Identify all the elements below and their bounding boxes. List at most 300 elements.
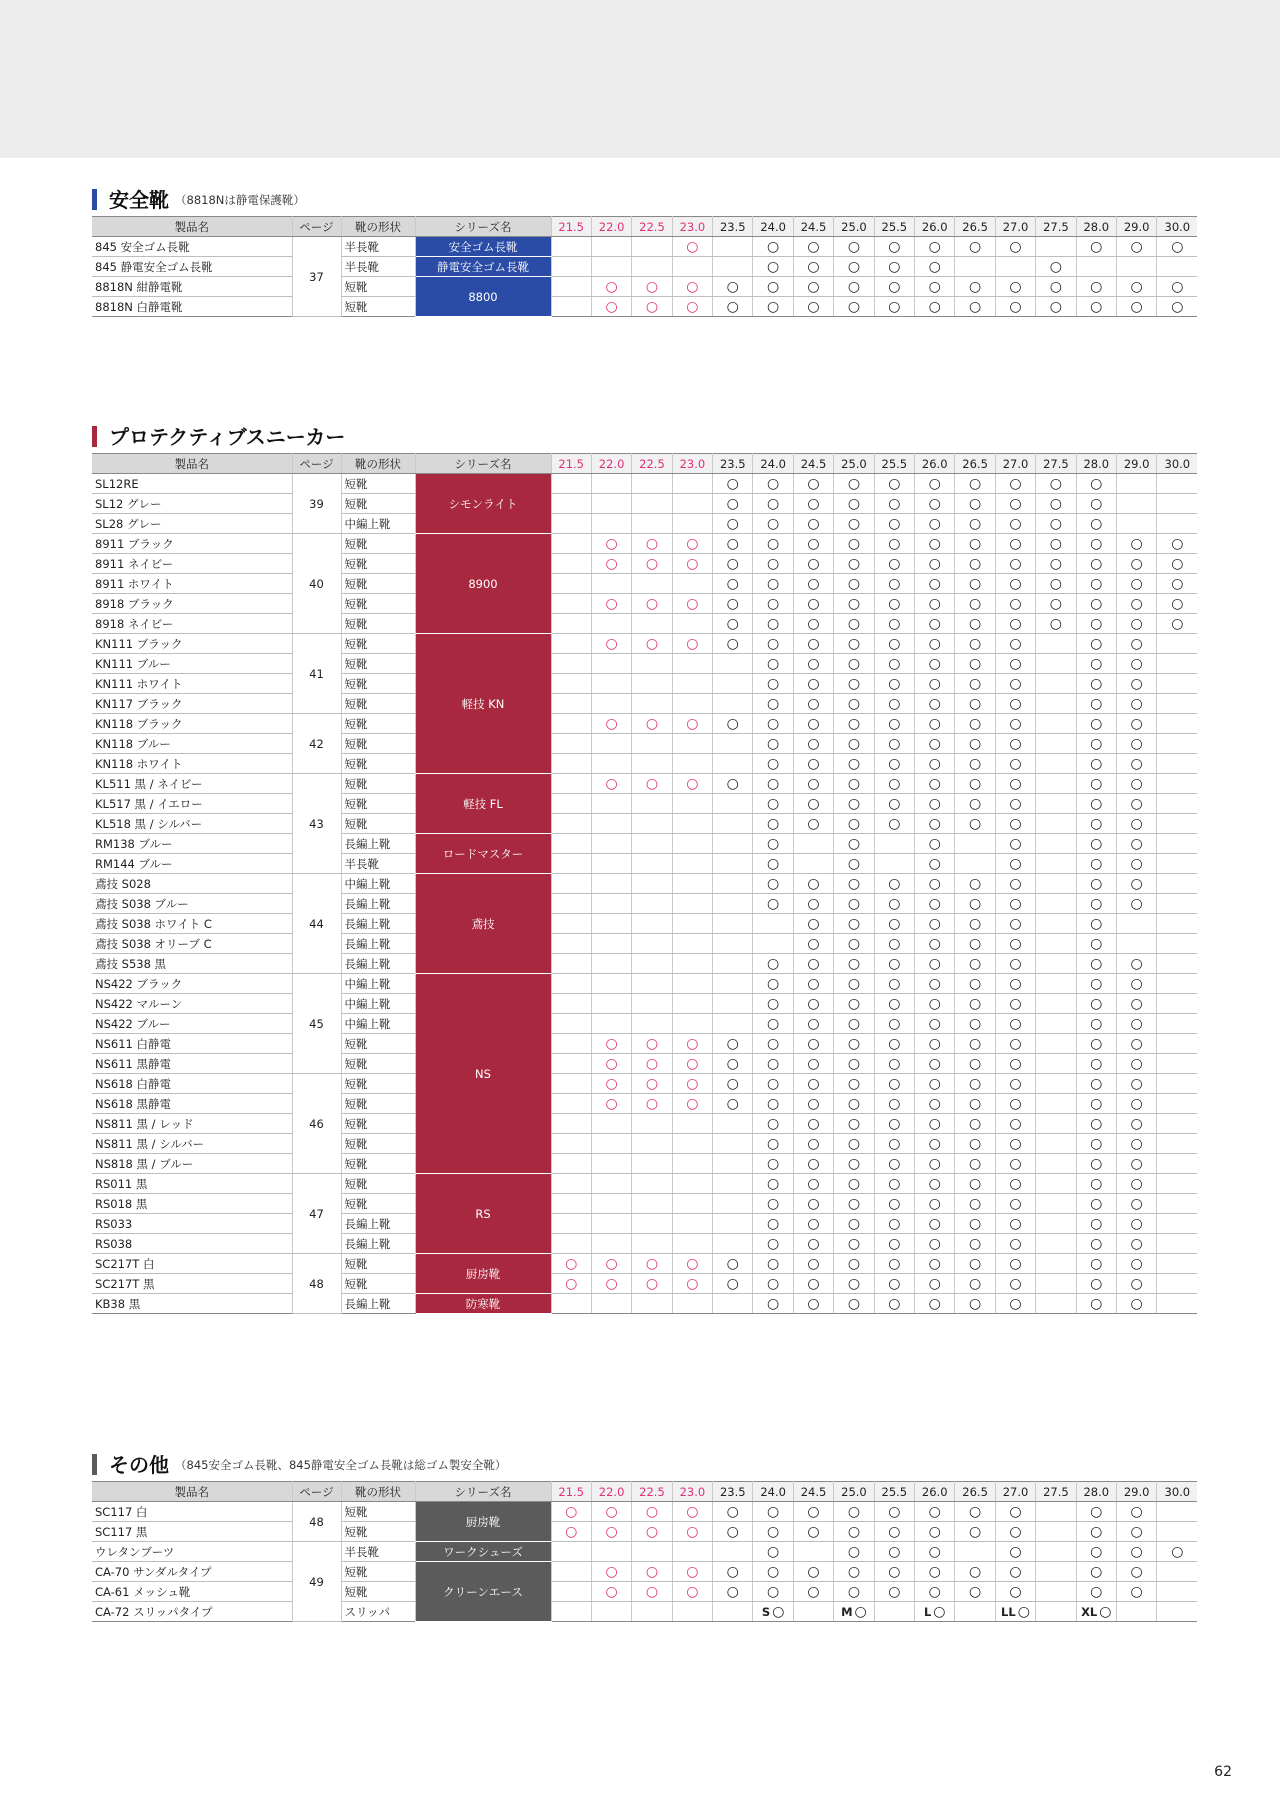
- available-mark: ○: [753, 634, 793, 654]
- available-mark: ○: [753, 814, 793, 834]
- product-name: RM138 ブルー: [92, 834, 292, 854]
- available-mark: ○: [753, 1074, 793, 1094]
- available-mark: ○: [995, 894, 1035, 914]
- shoe-shape: 中編上靴: [341, 514, 415, 534]
- section-note: （8818Nは静電保護靴）: [175, 193, 305, 207]
- available-mark: ○: [793, 494, 833, 514]
- header-size: 23.5: [713, 454, 753, 474]
- available-mark: ○: [874, 1294, 914, 1314]
- header-size: 29.0: [1116, 454, 1156, 474]
- series-name: 8900: [415, 534, 551, 634]
- available-mark: ○: [995, 994, 1035, 1014]
- section-heading: その他: [109, 1453, 169, 1477]
- available-mark: ○: [753, 277, 793, 297]
- available-mark: ○: [632, 1582, 672, 1602]
- size-cell: [1157, 1294, 1197, 1314]
- available-mark: ○: [632, 774, 672, 794]
- table-row: [92, 1094, 1197, 1114]
- section-heading: 安全靴: [109, 188, 169, 212]
- available-mark: ○: [1116, 874, 1156, 894]
- size-cell: [1036, 1094, 1076, 1114]
- size-cell: [551, 297, 591, 317]
- header-size: 27.0: [995, 454, 1035, 474]
- size-cell: [632, 874, 672, 894]
- available-mark: ○: [753, 614, 793, 634]
- available-mark: ○: [1116, 594, 1156, 614]
- available-mark: ○: [753, 1094, 793, 1114]
- shoe-shape: 短靴: [341, 554, 415, 574]
- available-mark: ○: [995, 514, 1035, 534]
- available-mark: ○: [834, 914, 874, 934]
- size-cell: [632, 257, 672, 277]
- header-size: 27.0: [995, 217, 1035, 237]
- available-mark: ○: [955, 1094, 995, 1114]
- table-row: [92, 297, 1197, 317]
- available-mark: ○: [1116, 654, 1156, 674]
- shoe-shape: 短靴: [341, 774, 415, 794]
- available-mark: ○: [995, 534, 1035, 554]
- size-cell: [591, 1542, 631, 1562]
- available-mark: ○: [995, 554, 1035, 574]
- size-cell: [591, 654, 631, 674]
- available-mark: ○: [874, 634, 914, 654]
- size-cell: [1036, 934, 1076, 954]
- available-mark: ○: [834, 1502, 874, 1522]
- available-mark: ○: [1116, 954, 1156, 974]
- available-mark: ○: [591, 1074, 631, 1094]
- product-name: KL511 黒 / ネイビー: [92, 774, 292, 794]
- size-cell: [1036, 1542, 1076, 1562]
- available-mark: ○: [915, 1254, 955, 1274]
- available-mark: ○: [955, 1034, 995, 1054]
- series-name: 8800: [415, 277, 551, 317]
- size-cell: [551, 554, 591, 574]
- available-mark: ○: [915, 714, 955, 734]
- available-mark: ○: [874, 674, 914, 694]
- available-mark: ○: [915, 694, 955, 714]
- available-mark: ○: [955, 654, 995, 674]
- available-mark: ○: [995, 1562, 1035, 1582]
- size-cell: [713, 257, 753, 277]
- available-mark: ○: [753, 714, 793, 734]
- available-mark: ○: [793, 1054, 833, 1074]
- size-cell: [551, 1602, 591, 1622]
- table-row: [92, 1254, 1197, 1274]
- available-mark: ○: [793, 297, 833, 317]
- available-mark: ○: [955, 974, 995, 994]
- size-cell: [632, 834, 672, 854]
- available-mark: ○: [793, 1114, 833, 1134]
- size-cell: [1157, 1174, 1197, 1194]
- size-cell: [1116, 494, 1156, 514]
- size-cell: [632, 894, 672, 914]
- size-cell: [1036, 1234, 1076, 1254]
- available-mark: ○: [1157, 1542, 1197, 1562]
- available-mark: ○: [995, 1522, 1035, 1542]
- available-mark: ○: [874, 914, 914, 934]
- product-name: SC117 黒: [92, 1522, 292, 1542]
- available-mark: ○: [713, 297, 753, 317]
- header-size: 26.5: [955, 454, 995, 474]
- size-cell: [551, 734, 591, 754]
- size-cell: [551, 714, 591, 734]
- header-size: 22.5: [632, 217, 672, 237]
- available-mark: ○: [672, 277, 712, 297]
- size-cell: [1036, 1582, 1076, 1602]
- available-mark: ○: [1036, 534, 1076, 554]
- product-name: KN117 ブラック: [92, 694, 292, 714]
- header-shoe-shape: 靴の形状: [341, 217, 415, 237]
- shoe-shape: 短靴: [341, 1134, 415, 1154]
- table-row: [92, 1522, 1197, 1542]
- available-mark: ○: [793, 1154, 833, 1174]
- size-cell: [955, 854, 995, 874]
- size-cell: [672, 954, 712, 974]
- size-cell: [632, 934, 672, 954]
- available-mark: ○: [591, 634, 631, 654]
- size-cell: [672, 754, 712, 774]
- available-mark: ○: [793, 474, 833, 494]
- available-mark: ○: [874, 954, 914, 974]
- available-mark: ○: [1116, 774, 1156, 794]
- available-mark: ○: [915, 534, 955, 554]
- size-cell: [632, 694, 672, 714]
- available-mark: ○: [793, 694, 833, 714]
- size-cell: [632, 1542, 672, 1562]
- available-mark: ○: [672, 1562, 712, 1582]
- available-mark: ○: [995, 297, 1035, 317]
- section-others: [92, 1451, 1191, 1622]
- table-row: [92, 574, 1197, 594]
- available-mark: ○: [995, 574, 1035, 594]
- size-cell: [753, 934, 793, 954]
- size-cell: [591, 834, 631, 854]
- product-name: KN118 ブラック: [92, 714, 292, 734]
- available-mark: ○: [915, 634, 955, 654]
- page-ref: 43: [292, 774, 341, 874]
- series-name: ロードマスター: [415, 834, 551, 874]
- size-cell: [591, 1014, 631, 1034]
- header-size: 25.5: [874, 217, 914, 237]
- table-header-row: [92, 217, 1197, 237]
- available-mark: ○: [672, 237, 712, 257]
- section-heading: プロテクティブスニーカー: [109, 425, 346, 449]
- available-mark: ○: [915, 754, 955, 774]
- size-cell: [1036, 694, 1076, 714]
- table-row: [92, 1114, 1197, 1134]
- available-mark: ○: [874, 894, 914, 914]
- available-mark: ○: [874, 1154, 914, 1174]
- available-mark: ○: [713, 1254, 753, 1274]
- available-mark: ○: [874, 1174, 914, 1194]
- available-mark: ○: [753, 574, 793, 594]
- size-cell: [591, 874, 631, 894]
- available-mark: ○: [874, 1194, 914, 1214]
- available-mark: ○: [753, 514, 793, 534]
- available-mark: ○: [753, 654, 793, 674]
- available-mark: ○: [793, 1094, 833, 1114]
- available-mark: ○: [834, 1562, 874, 1582]
- header-size: 26.0: [915, 217, 955, 237]
- table-row: [92, 277, 1197, 297]
- size-cell: [1157, 1014, 1197, 1034]
- available-mark: ○: [1116, 974, 1156, 994]
- size-cell: [632, 674, 672, 694]
- size-cell: [632, 1154, 672, 1174]
- product-name: 8918 ネイビー: [92, 614, 292, 634]
- available-mark: ○: [1157, 534, 1197, 554]
- product-name: RM144 ブルー: [92, 854, 292, 874]
- size-cell: [1116, 474, 1156, 494]
- size-cell: [591, 237, 631, 257]
- available-mark: ○: [834, 674, 874, 694]
- table-row: [92, 1502, 1197, 1522]
- shoe-shape: 短靴: [341, 674, 415, 694]
- shoe-shape: 中編上靴: [341, 994, 415, 1014]
- available-mark: ○: [915, 1134, 955, 1154]
- available-mark: ○: [713, 1274, 753, 1294]
- shoe-shape: 短靴: [341, 614, 415, 634]
- size-cell: [1157, 1034, 1197, 1054]
- available-mark: ○: [995, 1194, 1035, 1214]
- size-label: S: [761, 1604, 771, 1619]
- available-mark: ○: [915, 1562, 955, 1582]
- size-cell: [1157, 1582, 1197, 1602]
- available-mark: ○: [632, 1054, 672, 1074]
- shoe-shape: 短靴: [341, 534, 415, 554]
- shoe-shape: 長編上靴: [341, 894, 415, 914]
- shoe-shape: 長編上靴: [341, 1234, 415, 1254]
- shoe-shape: 短靴: [341, 1522, 415, 1542]
- size-cell: [672, 854, 712, 874]
- available-mark: ○: [874, 774, 914, 794]
- size-cell: [591, 1154, 631, 1174]
- available-mark: ○: [713, 1522, 753, 1542]
- size-cell: [1036, 894, 1076, 914]
- size-cell: [1157, 874, 1197, 894]
- available-mark: ○: [834, 554, 874, 574]
- page-ref: 37: [292, 237, 341, 317]
- header-size: 29.0: [1116, 1482, 1156, 1502]
- size-cell: [713, 237, 753, 257]
- size-cell: [713, 1542, 753, 1562]
- size-table: [92, 1481, 1197, 1622]
- available-mark: ○: [1076, 974, 1116, 994]
- available-mark: ○: [793, 734, 833, 754]
- size-cell: [632, 754, 672, 774]
- available-mark: ○: [1157, 594, 1197, 614]
- available-mark: ○: [915, 1154, 955, 1174]
- size-cell: [1076, 257, 1116, 277]
- header-size: 23.0: [672, 1482, 712, 1502]
- size-cell: [591, 1234, 631, 1254]
- available-mark: ○: [753, 1014, 793, 1034]
- available-mark: ○: [793, 994, 833, 1014]
- series-name: 静電安全ゴム長靴: [415, 257, 551, 277]
- available-mark: ○: [834, 494, 874, 514]
- available-mark: ○: [591, 554, 631, 574]
- available-mark: ○: [793, 1214, 833, 1234]
- available-mark: ○: [1157, 574, 1197, 594]
- available-mark: ○: [955, 534, 995, 554]
- available-mark: ○: [955, 1114, 995, 1134]
- section-title: [92, 186, 1188, 212]
- table-row: [92, 694, 1197, 714]
- available-mark: ○: [834, 1254, 874, 1274]
- available-mark: ○: [632, 1522, 672, 1542]
- table-row: [92, 1054, 1197, 1074]
- size-cell: [672, 1602, 712, 1622]
- available-mark: ○: [995, 1502, 1035, 1522]
- shoe-shape: 中編上靴: [341, 1014, 415, 1034]
- size-cell: [591, 1174, 631, 1194]
- available-mark: ○: [915, 894, 955, 914]
- available-mark: ○: [874, 514, 914, 534]
- size-cell: [551, 1562, 591, 1582]
- available-mark: ○: [874, 594, 914, 614]
- size-cell: [551, 514, 591, 534]
- size-cell: [632, 614, 672, 634]
- size-cell: [713, 1194, 753, 1214]
- available-mark: ○: [1076, 1194, 1116, 1214]
- product-name: 鳶技 S038 オリーブ C: [92, 934, 292, 954]
- available-mark: XL ○: [1076, 1602, 1116, 1622]
- available-mark: ○: [995, 654, 1035, 674]
- available-mark: ○: [874, 1502, 914, 1522]
- available-mark: ○: [793, 934, 833, 954]
- header-size: 26.0: [915, 1482, 955, 1502]
- size-cell: [591, 974, 631, 994]
- available-mark: ○: [955, 494, 995, 514]
- size-cell: [793, 1602, 833, 1622]
- size-cell: [713, 1294, 753, 1314]
- available-mark: ○: [1076, 754, 1116, 774]
- available-mark: ○: [632, 297, 672, 317]
- available-mark: ○: [995, 874, 1035, 894]
- available-mark: ○: [955, 754, 995, 774]
- available-mark: ○: [834, 1114, 874, 1134]
- size-cell: [591, 854, 631, 874]
- available-mark: ○: [915, 774, 955, 794]
- header-size: 29.0: [1116, 217, 1156, 237]
- available-mark: ○: [834, 1174, 874, 1194]
- available-mark: ○: [874, 574, 914, 594]
- shoe-shape: 中編上靴: [341, 874, 415, 894]
- available-mark: ○: [915, 514, 955, 534]
- size-cell: [551, 1134, 591, 1154]
- size-cell: [551, 1174, 591, 1194]
- available-mark: ○: [1116, 1114, 1156, 1134]
- available-mark: ○: [1116, 994, 1156, 1014]
- shoe-shape: 短靴: [341, 794, 415, 814]
- size-cell: [713, 1234, 753, 1254]
- size-cell: [551, 754, 591, 774]
- available-mark: ○: [1116, 1502, 1156, 1522]
- available-mark: ○: [834, 894, 874, 914]
- available-mark: ○: [753, 1502, 793, 1522]
- available-mark: ○: [955, 474, 995, 494]
- size-cell: [591, 914, 631, 934]
- size-cell: [551, 1014, 591, 1034]
- size-cell: [672, 1154, 712, 1174]
- size-cell: [1157, 814, 1197, 834]
- product-name: KL518 黒 / シルバー: [92, 814, 292, 834]
- page-ref: 45: [292, 974, 341, 1074]
- size-cell: [632, 814, 672, 834]
- available-mark: ○: [1116, 1154, 1156, 1174]
- available-mark: ○: [874, 1254, 914, 1274]
- available-mark: ○: [874, 714, 914, 734]
- available-mark: ○: [632, 1254, 672, 1274]
- available-mark: ○: [793, 614, 833, 634]
- header-series: シリーズ名: [415, 454, 551, 474]
- available-mark: ○: [793, 1254, 833, 1274]
- size-cell: [713, 1114, 753, 1134]
- product-name: RS038: [92, 1234, 292, 1254]
- available-mark: ○: [874, 994, 914, 1014]
- available-mark: ○: [874, 654, 914, 674]
- available-mark: ○: [915, 1174, 955, 1194]
- available-mark: ○: [753, 474, 793, 494]
- table-row: [92, 994, 1197, 1014]
- shoe-shape: 短靴: [341, 1582, 415, 1602]
- available-mark: ○: [591, 1094, 631, 1114]
- available-mark: ○: [793, 257, 833, 277]
- section-safety-shoes: [92, 186, 1191, 317]
- available-mark: ○: [793, 634, 833, 654]
- available-mark: ○: [915, 1214, 955, 1234]
- available-mark: ○: [995, 594, 1035, 614]
- size-cell: [591, 257, 631, 277]
- available-mark: ○: [874, 1522, 914, 1542]
- available-mark: ○: [915, 654, 955, 674]
- available-mark: ○: [1116, 1542, 1156, 1562]
- top-band: [0, 0, 1280, 158]
- available-mark: ○: [834, 634, 874, 654]
- size-cell: [1157, 894, 1197, 914]
- available-mark: ○: [1076, 1562, 1116, 1582]
- size-cell: [632, 854, 672, 874]
- available-mark: ○: [915, 674, 955, 694]
- available-mark: L ○: [915, 1602, 955, 1622]
- available-mark: ○: [995, 754, 1035, 774]
- size-cell: [713, 1134, 753, 1154]
- size-cell: [1157, 974, 1197, 994]
- available-mark: ○: [793, 514, 833, 534]
- available-mark: ○: [793, 1582, 833, 1602]
- available-mark: ○: [632, 1074, 672, 1094]
- available-mark: ○: [1076, 574, 1116, 594]
- table-row: [92, 854, 1197, 874]
- available-mark: ○: [1076, 794, 1116, 814]
- available-mark: ○: [915, 954, 955, 974]
- available-mark: ○: [995, 674, 1035, 694]
- product-name: NS422 マルーン: [92, 994, 292, 1014]
- size-cell: [551, 1094, 591, 1114]
- size-cell: [551, 494, 591, 514]
- available-mark: ○: [753, 1134, 793, 1154]
- available-mark: ○: [713, 1502, 753, 1522]
- available-mark: ○: [915, 1094, 955, 1114]
- available-mark: ○: [834, 1014, 874, 1034]
- available-mark: ○: [1116, 1054, 1156, 1074]
- available-mark: ○: [955, 694, 995, 714]
- available-mark: ○: [995, 1542, 1035, 1562]
- available-mark: ○: [672, 594, 712, 614]
- available-mark: ○: [632, 277, 672, 297]
- size-cell: [591, 494, 631, 514]
- size-label: LL: [1001, 1604, 1016, 1619]
